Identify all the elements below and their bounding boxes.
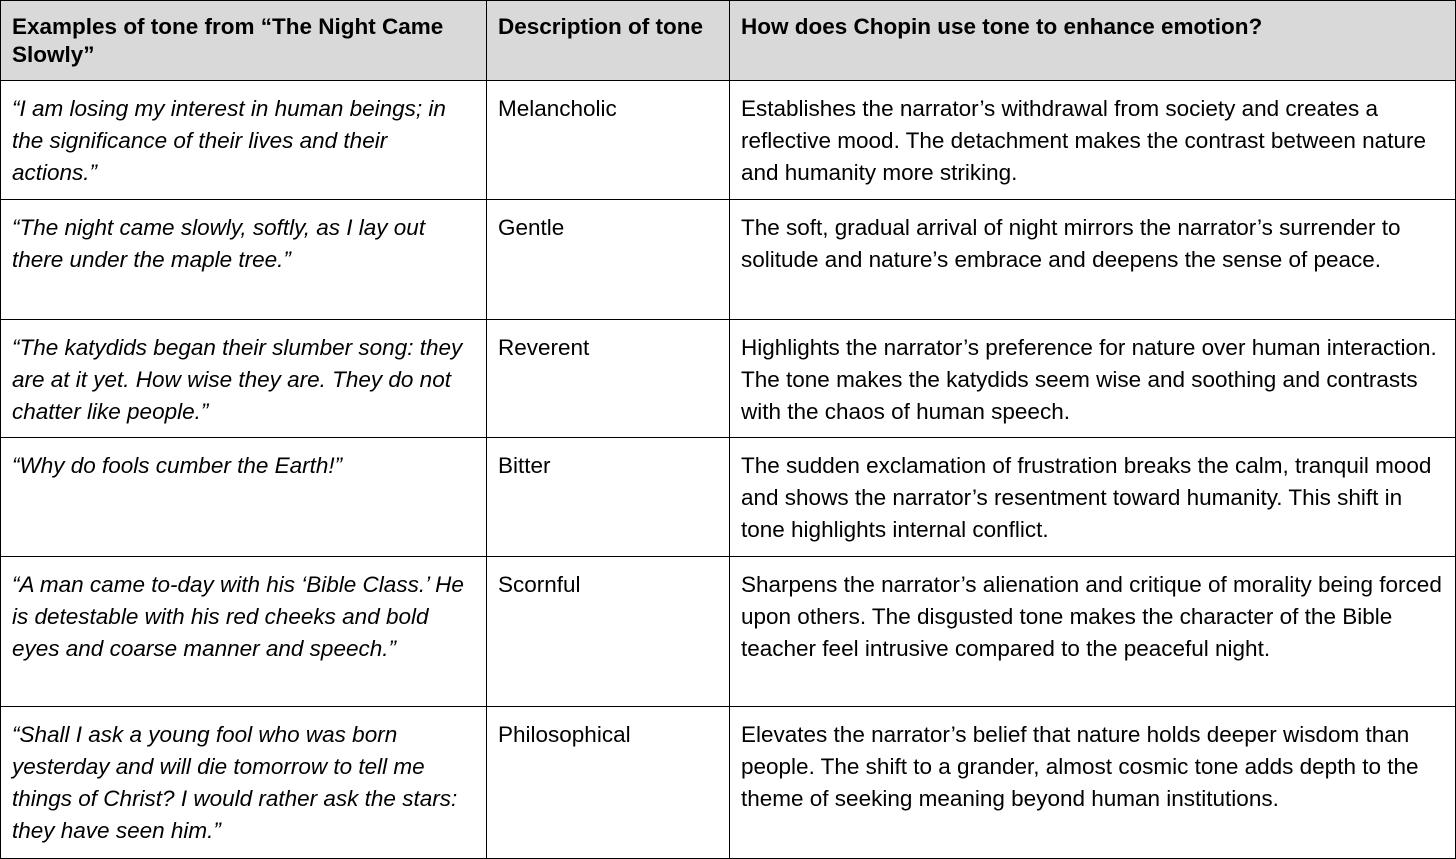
tone-description: Gentle [487, 200, 730, 320]
example-quote: “The katydids began their slumber song: they are at it yet. How wise they are. They do not chatter like people.” [1, 320, 487, 438]
tone-description: Bitter [487, 438, 730, 557]
header-analysis: How does Chopin use tone to enhance emotion? [730, 1, 1456, 81]
tone-analysis: Sharpens the narrator’s alienation and critique of morality being forced upon others. The disgusted tone makes the character of the Bible teacher feel intrusive compared to the peaceful night. [730, 557, 1456, 707]
tone-analysis: The sudden exclamation of frustration breaks the calm, tranquil mood and shows the narrator’s resentment toward humanity. This shift in tone highlights internal conflict. [730, 438, 1456, 557]
table-row [1, 557, 1456, 707]
table-header [1, 1, 1456, 81]
example-quote: “A man came to-day with his ‘Bible Class.’ He is detestable with his red cheeks and bold eyes and coarse manner and speech.” [1, 557, 487, 707]
example-quote: “Why do fools cumber the Earth!” [1, 438, 487, 557]
example-quote: “Shall I ask a young fool who was born yesterday and will die tomorrow to tell me things of Christ? I would rather ask the stars: they have seen him.” [1, 707, 487, 859]
tone-description: Reverent [487, 320, 730, 438]
tone-analysis: The soft, gradual arrival of night mirrors the narrator’s surrender to solitude and nature’s embrace and deepens the sense of peace. [730, 200, 1456, 320]
table-row [1, 320, 1456, 438]
tone-analysis: Highlights the narrator’s preference for nature over human interaction. The tone makes the katydids seem wise and soothing and contrasts with the chaos of human speech. [730, 320, 1456, 438]
table-row [1, 200, 1456, 320]
tone-description: Scornful [487, 557, 730, 707]
header-description: Description of tone [487, 1, 730, 81]
example-quote: “The night came slowly, softly, as I lay out there under the maple tree.” [1, 200, 487, 320]
table-row [1, 707, 1456, 859]
tone-description: Melancholic [487, 81, 730, 200]
header-examples: Examples of tone from “The Night Came Slowly” [1, 1, 487, 81]
tone-analysis: Establishes the narrator’s withdrawal from society and creates a reflective mood. The detachment makes the contrast between nature and humanity more striking. [730, 81, 1456, 200]
table-row [1, 438, 1456, 557]
tone-analysis: Elevates the narrator’s belief that nature holds deeper wisdom than people. The shift to a grander, almost cosmic tone adds depth to the theme of seeking meaning beyond human institutions. [730, 707, 1456, 859]
example-quote: “I am losing my interest in human beings; in the significance of their lives and their actions.” [1, 81, 487, 200]
tone-description: Philosophical [487, 707, 730, 859]
table-body [1, 81, 1456, 859]
header-row [1, 1, 1456, 81]
table-row [1, 81, 1456, 200]
